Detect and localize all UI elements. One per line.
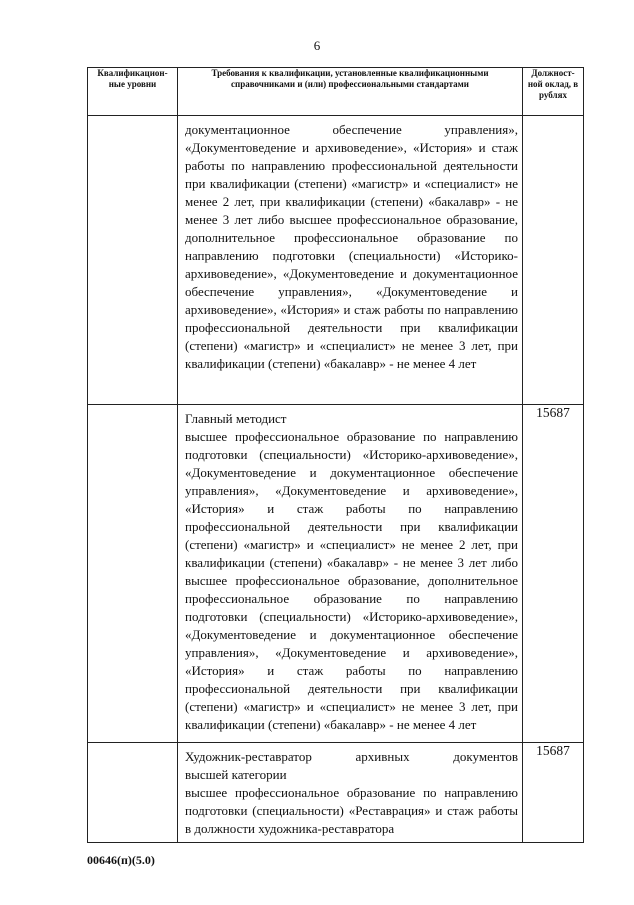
header-salary [523, 68, 584, 116]
header-salary-text: Должност-ной оклад, в рублях [527, 68, 579, 100]
level-cell [88, 116, 178, 405]
document-code: 00646(п)(5.0) [87, 853, 155, 867]
table-row [88, 405, 584, 743]
requirements-text: документационное обеспечение управления», «Документоведение и архивоведение», «История» и стаж работы по направлению профессиональной деятельности при квалификации (степени) «магистр» и «специалист» не менее 2 лет, при квалификации (степени) «бакалавр» - не менее 3 лет либо высшее профессиональное образование, дополнительное профессиональное образование по направлению подготовки (специальности) «Историко-архивоведение», «Документоведение и документационное обеспечение управления», «Документоведение и архивоведение», «История» и стаж работы по направлению профессиональной деятельности при квалификации (степени) «магистр» и «специалист» не менее 3 лет, при квалификации (степени) «бакалавр» - не менее 4 лет [185, 122, 518, 371]
salary-cell: 15687 [523, 743, 584, 843]
header-requirements-text: Требования к квалификации, установленные квалификационными справочниками и (или) профессиональными стандартами [211, 68, 489, 89]
position-title [185, 748, 518, 766]
qualification-table [87, 67, 584, 843]
requirements-cell [178, 405, 523, 743]
table-row [88, 116, 584, 405]
salary-cell [523, 116, 584, 405]
header-level-text: Квалификацион-ные уровни [97, 68, 168, 89]
requirements-text: высшее профессиональное образование по направлению подготовки (специальности) «Реставрация» и стаж работы в должности художника-реставратора [185, 785, 518, 836]
table-header-row [88, 68, 584, 116]
requirements-cell [178, 743, 523, 843]
header-level [88, 68, 178, 116]
header-requirements [178, 68, 523, 116]
position-title: Главный методист [185, 411, 287, 426]
table-row [88, 743, 584, 843]
salary-cell: 15687 [523, 405, 584, 743]
requirements-text: высшее профессиональное образование по направлению подготовки (специальности) «Историко-архивоведение», «Документоведение и документационное обеспечение управления», «Документоведение и архивоведение», «История» и стаж работы по направлению профессиональной деятельности при квалификации (степени) «магистр» и «специалист» не менее 2 лет, при квалификации (степени) «бакалавр» - не менее 3 лет либо высшее профессиональное образование, дополнительное профессиональное образование по направлению подготовки (специальности) «Историко-архивоведение», «Документоведение и документационное обеспечение управления», «Документоведение и архивоведение», «История» и стаж работы по направлению профессиональной деятельности при квалификации (степени) «магистр» и «специалист» не менее 3 лет, при квалификации (степени) «бакалавр» - не менее 4 лет [185, 429, 518, 732]
position-title-second-line: высшей категории [185, 767, 287, 782]
position-title-word: Художник-реставратор [185, 749, 312, 764]
level-cell [88, 405, 178, 743]
position-title-word: архивных [355, 749, 410, 764]
level-cell [88, 743, 178, 843]
position-title-word: документов [453, 749, 518, 764]
page-number: 6 [313, 38, 321, 53]
requirements-cell [178, 116, 523, 405]
